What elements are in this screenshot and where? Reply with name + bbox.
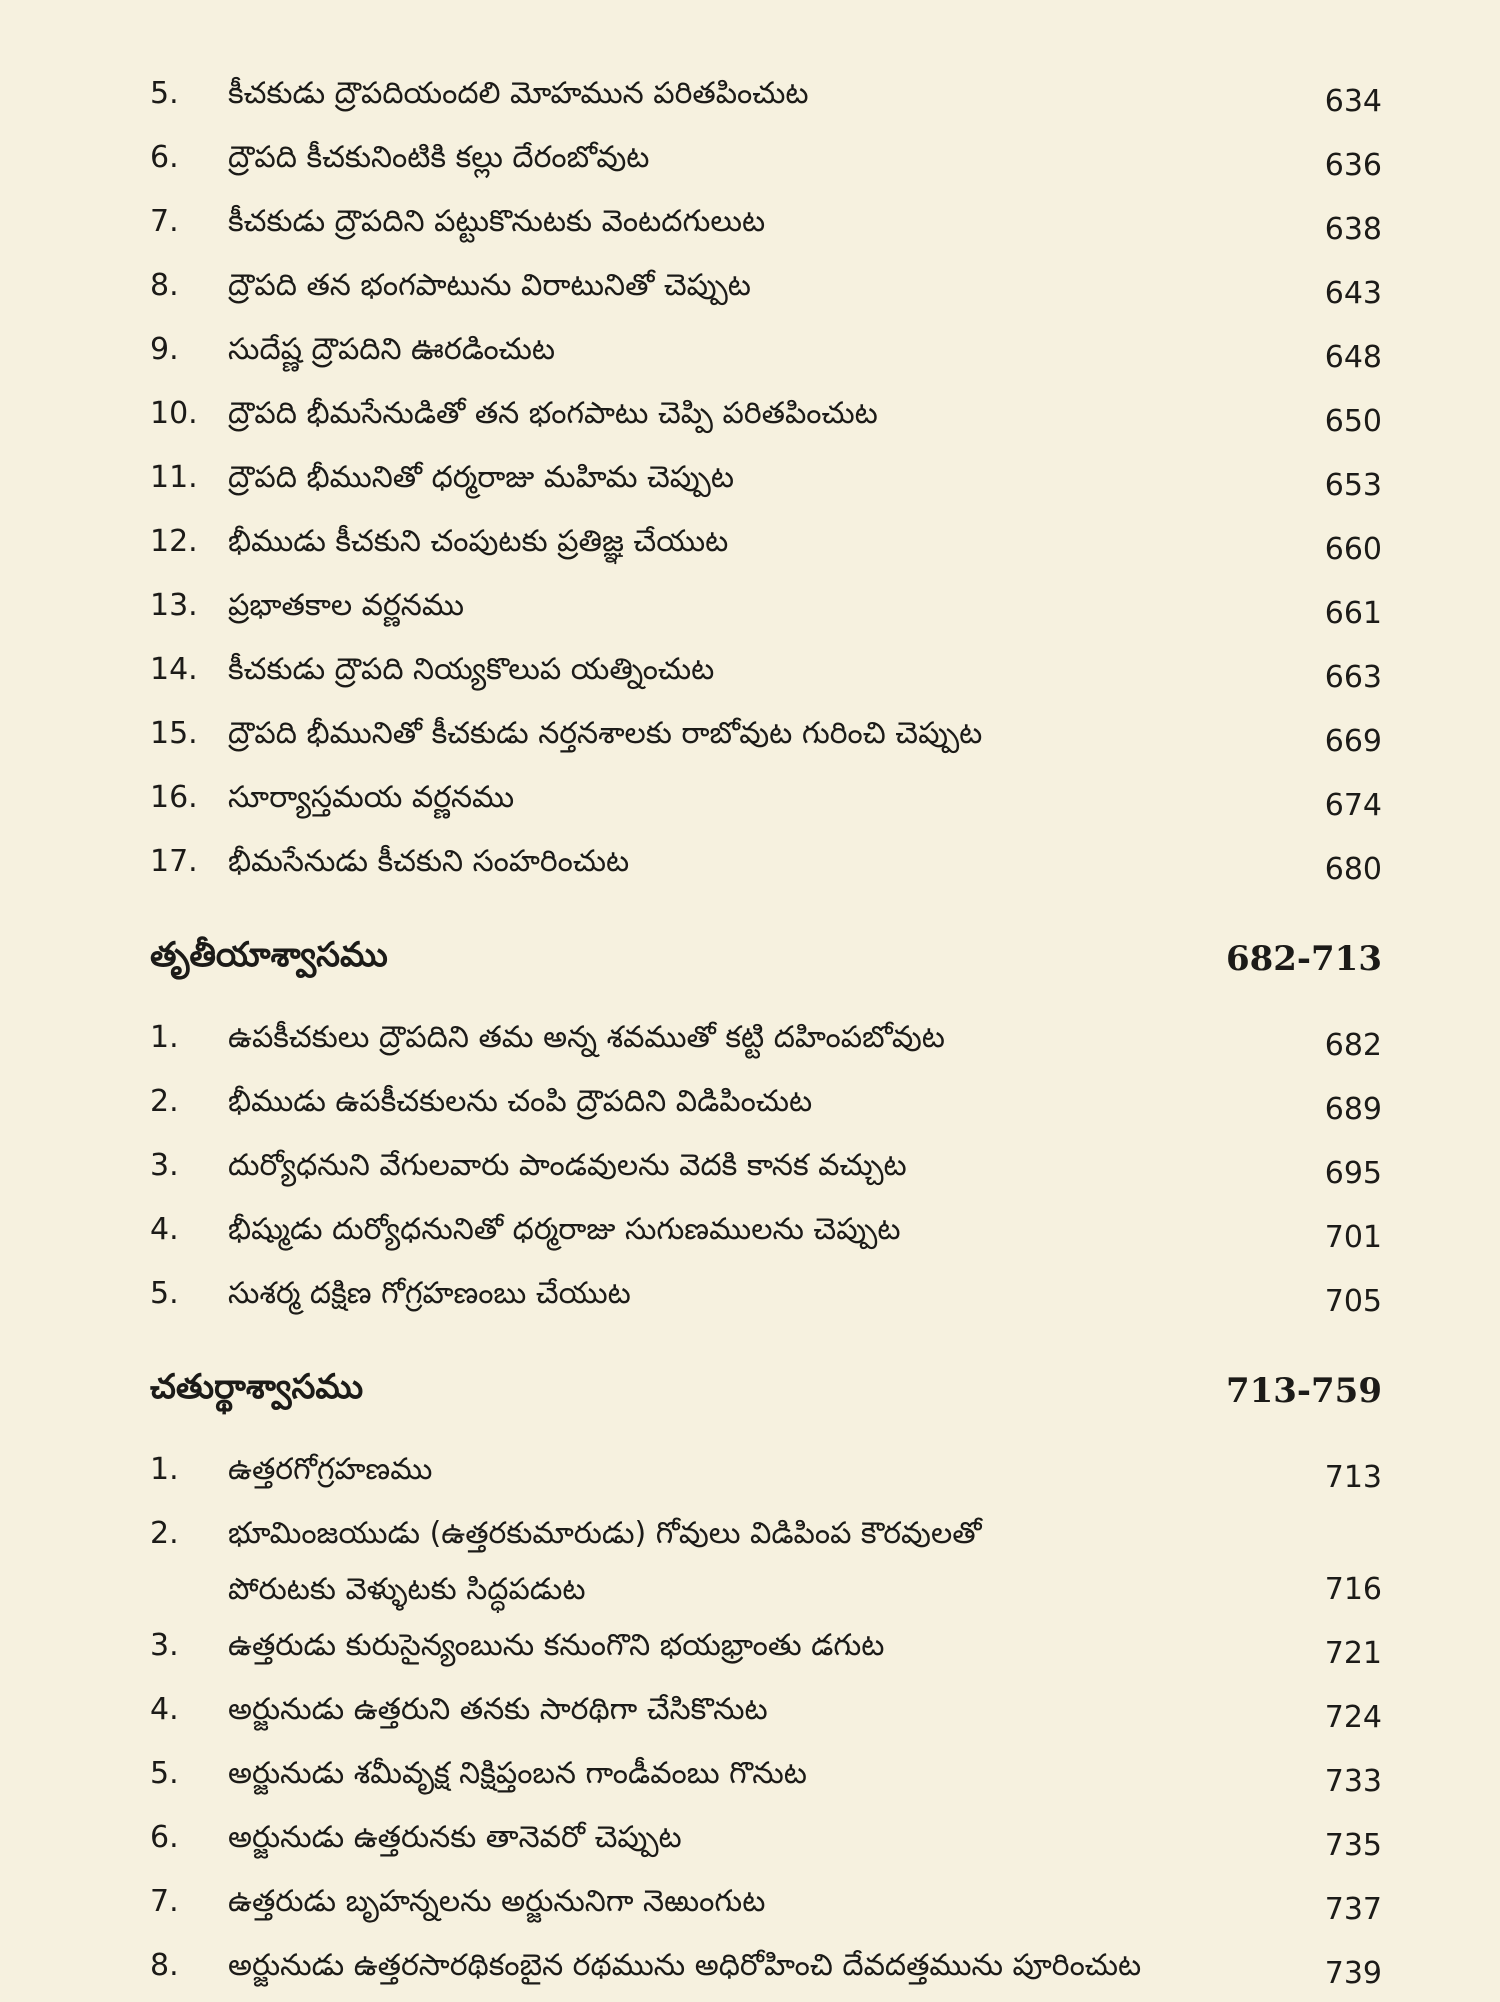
entry-number: 15. <box>150 716 198 751</box>
entry-title: దుర్యోధనుని వేగులవారు పాండవులను వెదకి కానక వచ్చుట <box>228 1148 907 1183</box>
entry-number: 12. <box>150 524 198 559</box>
toc-entry <box>150 1746 1382 1810</box>
toc-entry <box>150 514 1382 578</box>
toc-entry <box>150 194 1382 258</box>
entry-title: సుశర్మ దక్షిణ గోగ్రహణంబు చేయుట <box>228 1276 631 1311</box>
toc-entry <box>150 1618 1382 1682</box>
toc-entry <box>150 130 1382 194</box>
entry-number: 2. <box>150 1084 179 1119</box>
entry-page: 661 <box>1324 596 1382 631</box>
entry-page: 739 <box>1324 1956 1382 1991</box>
toc-entry <box>150 834 1382 898</box>
entry-page: 689 <box>1324 1092 1382 1127</box>
toc-entry <box>150 578 1382 642</box>
entry-page: 669 <box>1324 724 1382 759</box>
entry-number: 6. <box>150 140 179 175</box>
entry-title: ఉత్తరుడు బృహన్నలను అర్జునునిగా నెఱుంగుట <box>228 1884 766 1919</box>
entry-title <box>220 1506 1292 1618</box>
entry-page: 634 <box>1324 84 1382 119</box>
section-heading-row <box>150 916 1382 1002</box>
entry-title: భీముడు ఉపకీచకులను చంపి ద్రౌపదిని విడిపించుట <box>228 1084 813 1119</box>
entry-number: 1. <box>150 1452 179 1487</box>
toc-entry <box>150 1810 1382 1874</box>
toc-entry <box>150 1010 1382 1074</box>
entry-title: భీమసేనుడు కీచకుని సంహరించుట <box>228 844 630 879</box>
entry-number: 7. <box>150 1884 179 1919</box>
entry-number: 14. <box>150 652 198 687</box>
entry-page: 674 <box>1324 788 1382 823</box>
entry-title: ద్రౌపది భీమునితో కీచకుడు నర్తనశాలకు రాబోవుట గురించి చెప్పుట <box>228 716 983 751</box>
entry-number: 16. <box>150 780 198 815</box>
entry-number: 4. <box>150 1212 179 1247</box>
toc-entry <box>150 1506 1382 1618</box>
toc-entry <box>150 1266 1382 1330</box>
entry-number: 2. <box>150 1516 179 1551</box>
entry-title: అర్జునుడు ఉత్తరునకు తానెవరో చెప్పుట <box>228 1820 682 1855</box>
toc-entry <box>150 706 1382 770</box>
entry-number: 1. <box>150 1020 179 1055</box>
entry-number: 5. <box>150 1756 179 1791</box>
toc-entry <box>150 1874 1382 1938</box>
entry-page: 713 <box>1324 1460 1382 1495</box>
entry-title: భీముడు కీచకుని చంపుటకు ప్రతిజ్ఞ చేయుట <box>228 524 729 559</box>
entry-page: 643 <box>1324 276 1382 311</box>
entry-page: 682 <box>1324 1028 1382 1063</box>
entry-page: 648 <box>1324 340 1382 375</box>
toc-entry <box>150 1074 1382 1138</box>
entry-number: 17. <box>150 844 198 879</box>
section-page-range: 713-759 <box>1225 1371 1382 1411</box>
entry-page: 733 <box>1324 1764 1382 1799</box>
toc-section-tritiya <box>150 916 1382 1330</box>
entry-title: ఉత్తరుడు కురుసైన్యంబును కనుంగొని భయభ్రాంతు డగుట <box>228 1628 885 1663</box>
entry-page: 735 <box>1324 1828 1382 1863</box>
entry-title: సుదేష్ణ ద్రౌపదిని ఊరడించుట <box>228 332 555 367</box>
entry-page: 716 <box>1324 1572 1382 1607</box>
entry-page: 638 <box>1324 212 1382 247</box>
toc-section-continued <box>150 66 1382 898</box>
entry-title: అర్జునుడు శమీవృక్ష నిక్షిప్తంబన గాండీవంబు గొనుట <box>228 1756 807 1791</box>
entry-number: 5. <box>150 76 179 111</box>
section-page-range: 682-713 <box>1225 939 1382 979</box>
toc-entry <box>150 258 1382 322</box>
toc-entry <box>150 322 1382 386</box>
entry-page: 650 <box>1324 404 1382 439</box>
entry-number: 4. <box>150 1692 179 1727</box>
toc-section-chaturtha <box>150 1348 1382 2002</box>
entry-page: 721 <box>1324 1636 1382 1671</box>
toc-entry <box>150 770 1382 834</box>
entry-page: 695 <box>1324 1156 1382 1191</box>
entry-title: సూర్యాస్తమయ వర్ణనము <box>228 780 515 815</box>
entry-title: కీచకుడు ద్రౌపది నియ్యకొలుప యత్నించుట <box>228 652 715 687</box>
entry-title-line1: భూమింజయుడు (ఉత్తరకుమారుడు) గోవులు విడిపింప కౌరవులతో <box>228 1516 982 1551</box>
entry-page: 724 <box>1324 1700 1382 1735</box>
toc-entry <box>150 642 1382 706</box>
entry-number: 9. <box>150 332 179 367</box>
entry-number: 3. <box>150 1628 179 1663</box>
entry-title: భీష్ముడు దుర్యోధనునితో ధర్మరాజు సుగుణములను చెప్పుట <box>228 1212 901 1247</box>
entry-title: ద్రౌపది భీమునితో ధర్మరాజు మహిమ చెప్పుట <box>228 460 735 495</box>
entry-page: 660 <box>1324 532 1382 567</box>
toc-entry <box>150 450 1382 514</box>
section-heading: చతుర్థాశ్వాసము <box>150 1367 364 1407</box>
entry-title: ద్రౌపది భీమసేనుడితో తన భంగపాటు చెప్పి పరితపించుట <box>228 396 878 431</box>
toc-entry <box>150 1682 1382 1746</box>
entry-number: 5. <box>150 1276 179 1311</box>
entry-page: 653 <box>1324 468 1382 503</box>
entry-number: 10. <box>150 396 198 431</box>
toc-entry <box>150 66 1382 130</box>
entry-number: 11. <box>150 460 198 495</box>
entry-title: ప్రభాతకాల వర్ణనము <box>228 588 464 623</box>
entry-title: కీచకుడు ద్రౌపదిని పట్టుకొనుటకు వెంటదగులుట <box>228 204 766 239</box>
entry-title: అర్జునుడు ఉత్తరుని తనకు సారథిగా చేసికొనుట <box>228 1692 768 1727</box>
entry-number: 13. <box>150 588 198 623</box>
entry-title: ఉత్తరగోగ్రహణము <box>228 1452 433 1487</box>
entry-number: 8. <box>150 1948 179 1983</box>
entry-title: ద్రౌపది తన భంగపాటును విరాటునితో చెప్పుట <box>228 268 751 303</box>
toc-entry <box>150 386 1382 450</box>
entry-title: ఉపకీచకులు ద్రౌపదిని తమ అన్న శవముతో కట్టి దహింపబోవుట <box>228 1020 945 1055</box>
entry-number: 3. <box>150 1148 179 1183</box>
entry-title: అర్జునుడు ఉత్తరసారథికంబైన రథమును అధిరోహించి దేవదత్తమును పూరించుట <box>228 1948 1142 1983</box>
entry-page: 737 <box>1324 1892 1382 1927</box>
entry-number: 7. <box>150 204 179 239</box>
section-heading-row <box>150 1348 1382 1434</box>
entry-page: 680 <box>1324 852 1382 887</box>
entry-number: 8. <box>150 268 179 303</box>
entry-number: 6. <box>150 1820 179 1855</box>
entry-page: 663 <box>1324 660 1382 695</box>
entry-title-line2: పోరుటకు వెళ్ళుటకు సిద్ధపడుట <box>228 1572 586 1607</box>
section-heading: తృతీయాశ్వాసము <box>150 935 388 975</box>
entry-title: ద్రౌపది కీచకునింటికి కల్లు దేరంబోవుట <box>228 140 650 175</box>
toc-entry <box>150 1138 1382 1202</box>
entry-page: 701 <box>1324 1220 1382 1255</box>
toc-entry <box>150 1442 1382 1506</box>
entry-page: 705 <box>1324 1284 1382 1319</box>
toc-entry <box>150 1938 1382 2002</box>
entry-title: కీచకుడు ద్రౌపదియందలి మోహమున పరితపించుట <box>228 76 809 111</box>
entry-page: 636 <box>1324 148 1382 183</box>
toc-entry <box>150 1202 1382 1266</box>
